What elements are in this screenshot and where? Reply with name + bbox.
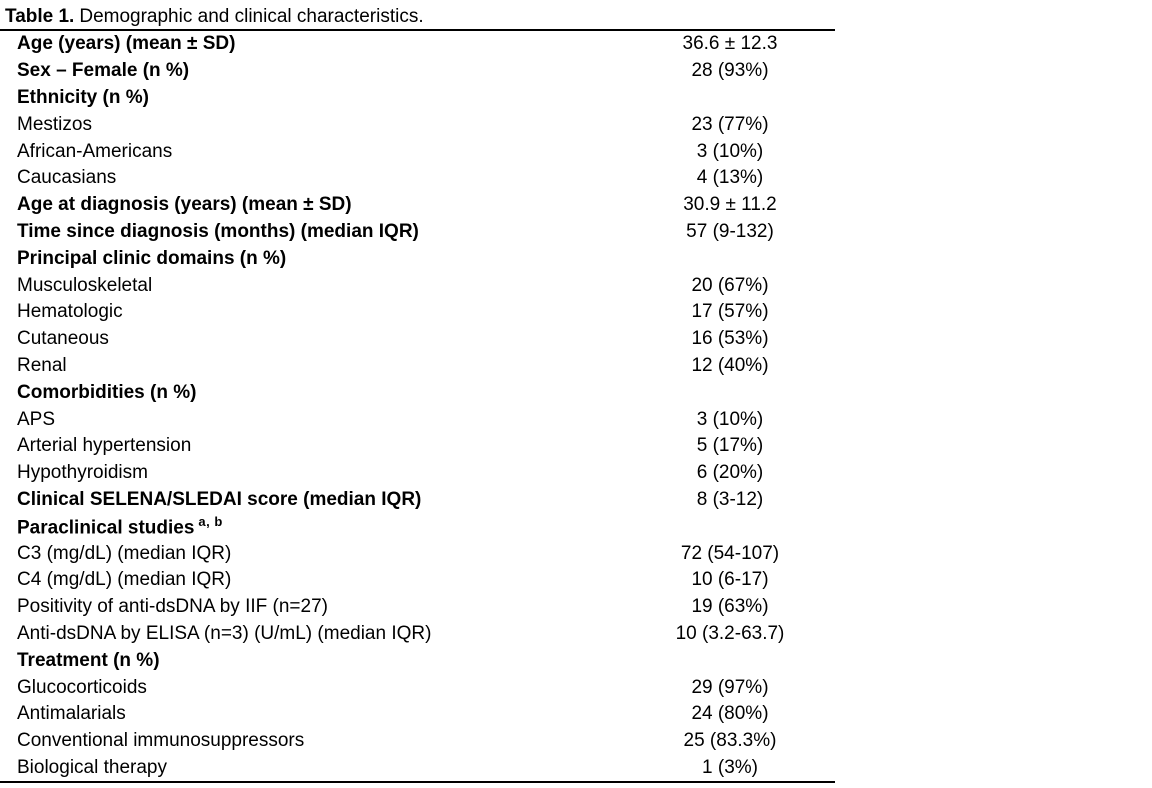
row-label: Arterial hypertension <box>17 435 192 457</box>
row-label: Antimalarials <box>17 703 126 725</box>
table-row <box>0 621 835 648</box>
row-label: Musculoskeletal <box>17 274 153 296</box>
row-value: 29 (97%) <box>691 676 769 698</box>
row-label: Caucasians <box>17 167 117 189</box>
table-row <box>0 433 835 460</box>
table-row <box>0 245 835 272</box>
row-label: Conventional immunosuppressors <box>17 730 305 752</box>
row-label: Positivity of anti-dsDNA by IIF (n=27) <box>17 596 328 618</box>
table-row <box>0 460 835 487</box>
table-caption-text: Demographic and clinical characteristics. <box>79 6 424 27</box>
row-label: Sex – Female (n %) <box>17 60 190 82</box>
row-value: 5 (17%) <box>696 435 764 457</box>
table-row <box>0 192 835 219</box>
table-row <box>0 219 835 246</box>
row-value: 20 (67%) <box>691 274 769 296</box>
table-row <box>0 540 835 567</box>
row-label: Biological therapy <box>17 756 167 778</box>
table-row <box>0 755 835 782</box>
table-row <box>0 138 835 165</box>
row-label: Ethnicity (n %) <box>17 86 149 108</box>
row-value: 10 (6-17) <box>691 569 769 591</box>
row-label: Comorbidities (n %) <box>17 381 197 403</box>
row-value: 57 (9-132) <box>686 220 774 242</box>
table-row <box>0 272 835 299</box>
table-row <box>0 165 835 192</box>
row-value: 23 (77%) <box>691 113 769 135</box>
table-row <box>0 326 835 353</box>
table-row <box>0 299 835 326</box>
row-label: Principal clinic domains (n %) <box>17 247 287 269</box>
table-row <box>0 513 835 540</box>
row-value: 72 (54-107) <box>680 542 780 564</box>
table-rows <box>0 31 835 781</box>
row-label: Age (years) (mean ± SD) <box>17 33 236 55</box>
table-caption <box>0 5 835 29</box>
table-row <box>0 701 835 728</box>
row-label: APS <box>17 408 56 430</box>
row-value: 16 (53%) <box>691 328 769 350</box>
row-label: Cutaneous <box>17 328 109 350</box>
table-row <box>0 728 835 755</box>
row-label: Hematologic <box>17 301 123 323</box>
row-value: 4 (13%) <box>696 167 764 189</box>
row-value: 12 (40%) <box>691 354 769 376</box>
table-row <box>0 567 835 594</box>
table-row <box>0 647 835 674</box>
row-label: Renal <box>17 354 67 376</box>
row-value: 10 (3.2-63.7) <box>675 622 785 644</box>
row-label: Anti-dsDNA by ELISA (n=3) (U/mL) (median IQR) <box>17 622 432 644</box>
table-row <box>0 31 835 58</box>
row-value: 30.9 ± 11.2 <box>683 194 777 216</box>
row-label: Treatment (n %) <box>17 649 160 671</box>
row-value: 19 (63%) <box>691 596 769 618</box>
row-value: 36.6 ± 12.3 <box>682 33 778 55</box>
demographics-table <box>0 29 835 783</box>
row-value: 3 (10%) <box>696 408 764 430</box>
row-value: 24 (80%) <box>691 703 769 725</box>
row-value: 28 (93%) <box>691 60 769 82</box>
row-label-superscript: a, b <box>198 514 223 530</box>
row-value: 6 (20%) <box>696 462 764 484</box>
table-row <box>0 674 835 701</box>
table-row <box>0 406 835 433</box>
row-label: Clinical SELENA/SLEDAI score (median IQR) <box>17 488 422 510</box>
row-label: Time since diagnosis (months) (median IQR) <box>17 220 419 242</box>
row-label: Age at diagnosis (years) (mean ± SD) <box>17 194 352 216</box>
row-label: Paraclinical studies $^{a, b}$ <box>17 514 223 539</box>
row-label: C3 (mg/dL) (median IQR) <box>17 542 232 564</box>
row-value: 25 (83.3%) <box>683 730 777 752</box>
row-label: African-Americans <box>17 140 173 162</box>
row-value: 3 (10%) <box>696 140 764 162</box>
table-row <box>0 353 835 380</box>
row-value: 8 (3-12) <box>696 488 764 510</box>
row-label: Mestizos <box>17 113 92 135</box>
row-label: Glucocorticoids <box>17 676 147 698</box>
row-value: 17 (57%) <box>691 301 769 323</box>
row-label: C4 (mg/dL) (median IQR) <box>17 569 232 591</box>
row-label: Hypothyroidism <box>17 462 148 484</box>
table-caption-label: Table 1. <box>5 6 75 27</box>
table-row <box>0 379 835 406</box>
table-row <box>0 85 835 112</box>
table-row <box>0 58 835 85</box>
table-row <box>0 111 835 138</box>
table-row <box>0 487 835 514</box>
table-row <box>0 594 835 621</box>
row-value: 1 (3%) <box>702 756 758 778</box>
